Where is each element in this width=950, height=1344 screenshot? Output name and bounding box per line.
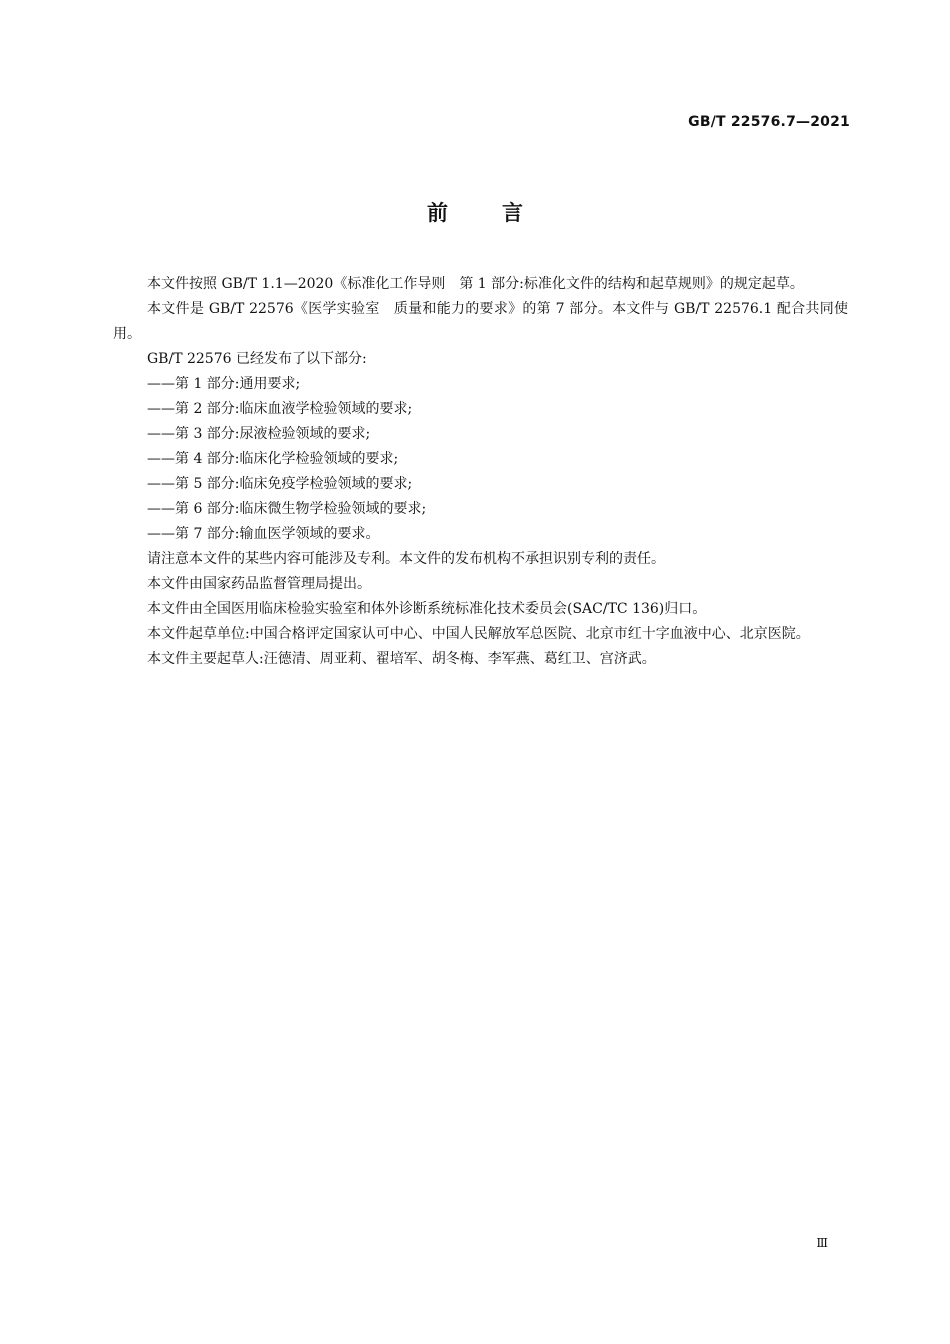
- document-body: [113, 272, 848, 672]
- paragraph-drafting-rule: 本文件按照 GB/T 1.1—2020《标准化工作导则 第 1 部分:标准化文件的结构和起草规则》的规定起草。: [147, 276, 804, 292]
- list-item: ——第 1 部分:通用要求;: [147, 376, 301, 392]
- paragraph-patent-notice: 请注意本文件的某些内容可能涉及专利。本文件的发布机构不承担识别专利的责任。: [147, 551, 665, 567]
- document-code: GB/T 22576.7—2021: [688, 114, 850, 130]
- list-item: ——第 5 部分:临床免疫学检验领域的要求;: [147, 476, 413, 492]
- list-item: ——第 4 部分:临床化学检验领域的要求;: [147, 451, 399, 467]
- page-number: Ⅲ: [816, 1236, 828, 1250]
- list-item: ——第 7 部分:输血医学领域的要求。: [147, 526, 380, 542]
- paragraph-drafters: 本文件主要起草人:汪德清、周亚莉、翟培军、胡冬梅、李军燕、葛红卫、宫济武。: [147, 651, 656, 667]
- list-item: ——第 6 部分:临床微生物学检验领域的要求;: [147, 501, 427, 517]
- paragraph-centralized: 本文件由全国医用临床检验实验室和体外诊断系统标准化技术委员会(SAC/TC 136)归口。: [147, 601, 707, 617]
- paragraph-published-parts: GB/T 22576 已经发布了以下部分:: [147, 351, 367, 367]
- paragraph-proposer: 本文件由国家药品监督管理局提出。: [147, 576, 371, 592]
- list-item: ——第 2 部分:临床血液学检验领域的要求;: [147, 401, 413, 417]
- page-title: 前言: [427, 201, 577, 225]
- list-item: ——第 3 部分:尿液检验领域的要求;: [147, 426, 371, 442]
- paragraph-drafting-units: 本文件起草单位:中国合格评定国家认可中心、中国人民解放军总医院、北京市红十字血液中心、北京医院。: [147, 626, 810, 642]
- paragraph-document-part: 本文件是 GB/T 22576《医学实验室 质量和能力的要求》的第 7 部分。本文件与 GB/T 22576.1 配合共同使用。: [113, 301, 848, 342]
